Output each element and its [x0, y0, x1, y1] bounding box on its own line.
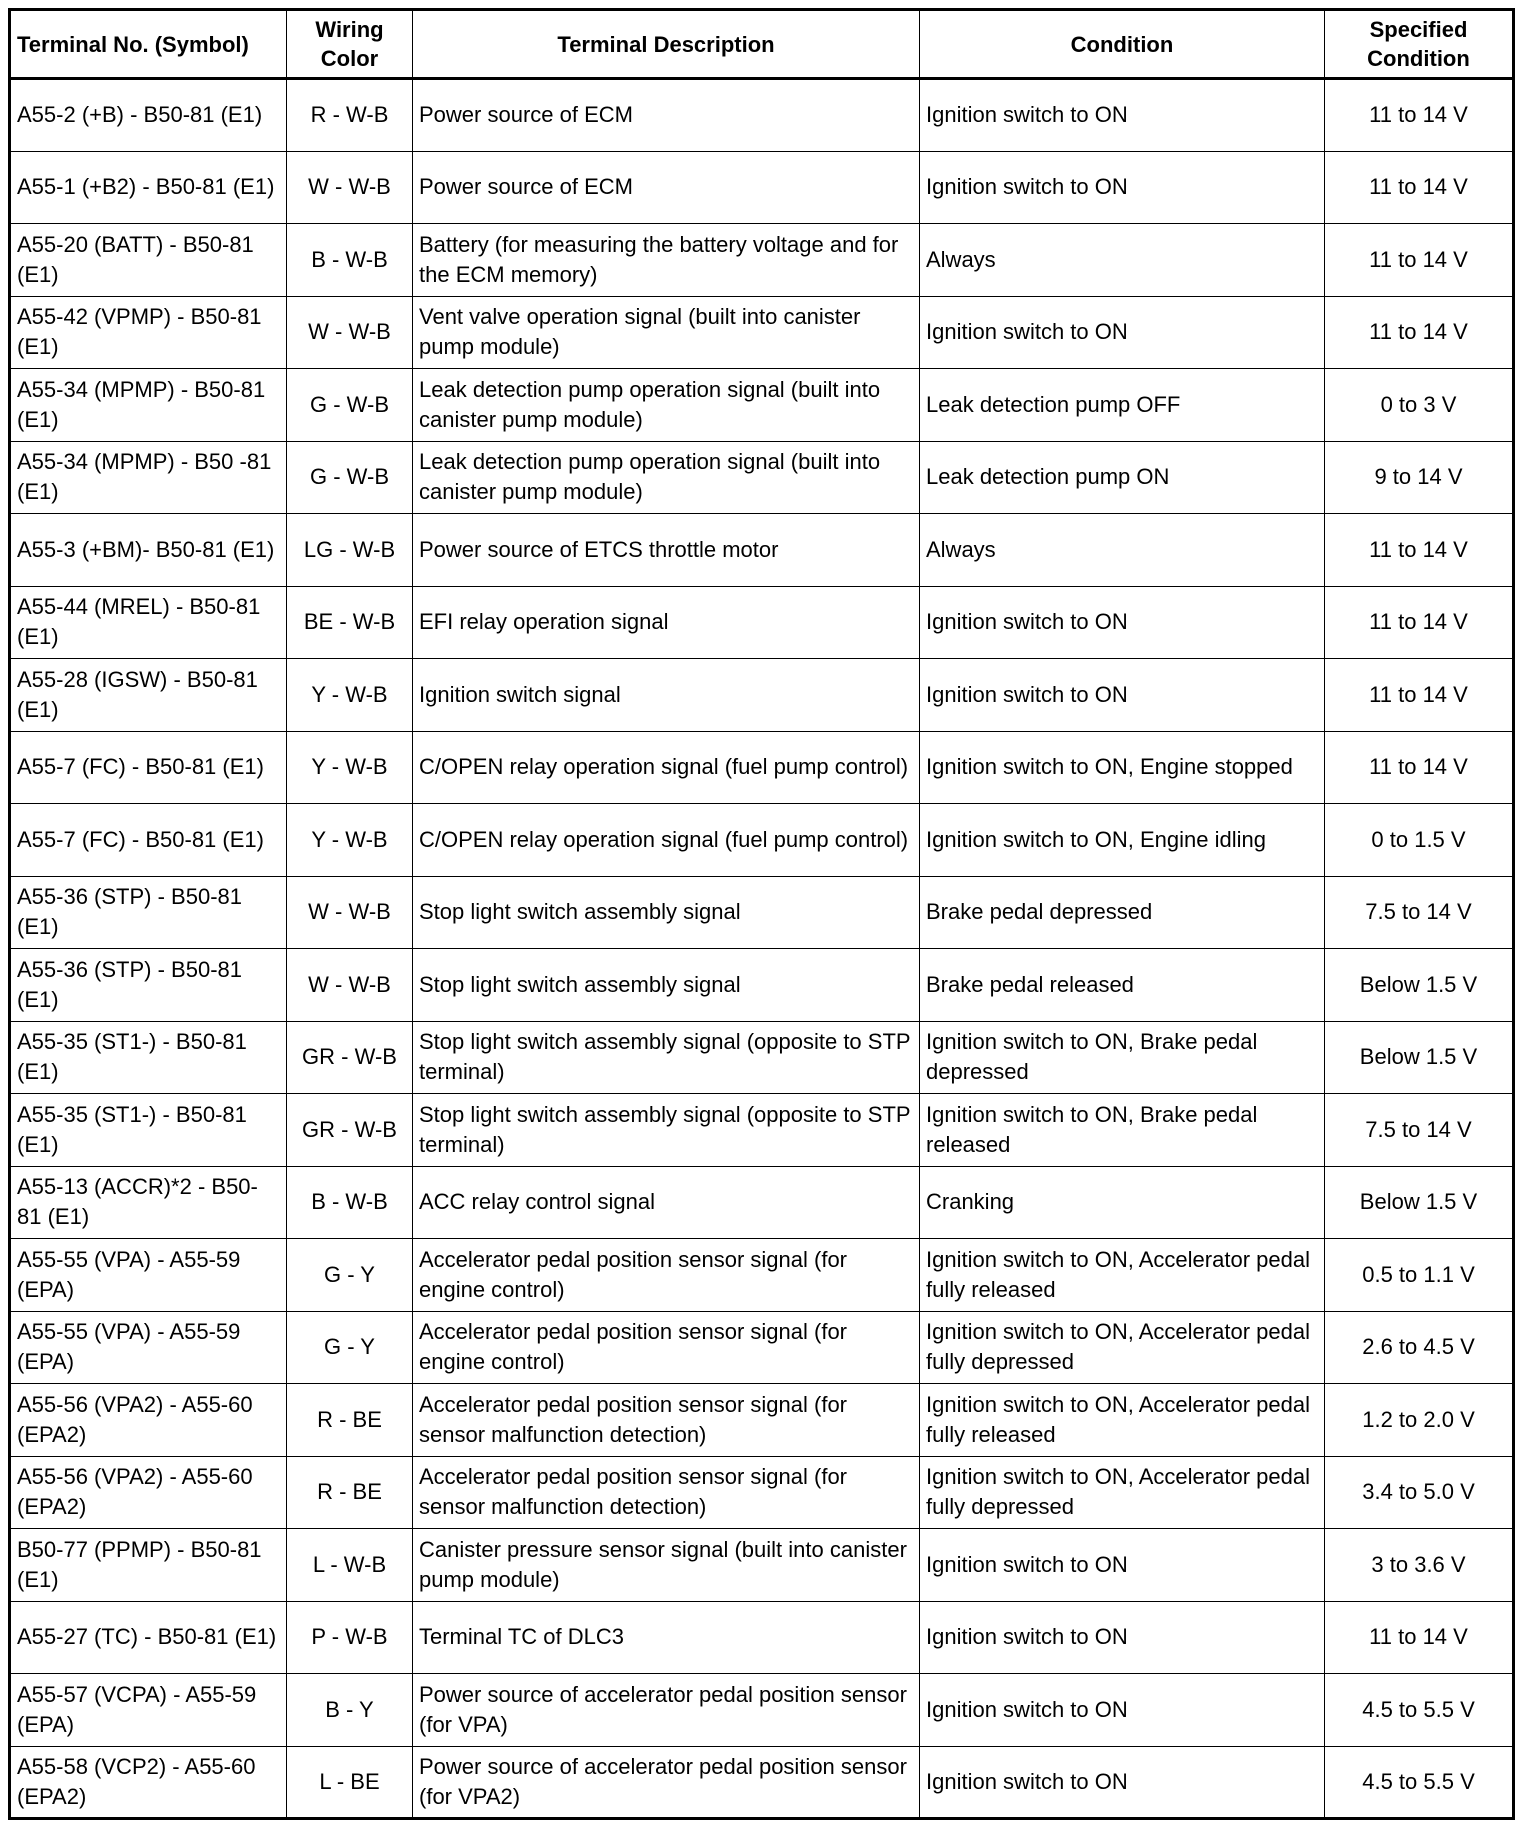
specified-condition-cell: 7.5 to 14 V — [1325, 1094, 1514, 1167]
description-cell: ACC relay control signal — [413, 1166, 920, 1239]
table-row — [10, 151, 1514, 224]
terminal-cell: A55-55 (VPA) - A55-59 (EPA) — [10, 1311, 287, 1384]
terminal-cell: A55-34 (MPMP) - B50 -81 (E1) — [10, 441, 287, 514]
terminal-cell: A55-35 (ST1-) - B50-81 (E1) — [10, 1094, 287, 1167]
table-row — [10, 369, 1514, 442]
condition-cell: Ignition switch to ON — [920, 659, 1325, 732]
table-row — [10, 731, 1514, 804]
specified-condition-cell: 11 to 14 V — [1325, 731, 1514, 804]
table-row — [10, 79, 1514, 152]
terminal-cell: A55-56 (VPA2) - A55-60 (EPA2) — [10, 1456, 287, 1529]
description-cell: Power source of ETCS throttle motor — [413, 514, 920, 587]
table-row — [10, 1021, 1514, 1094]
table-row — [10, 949, 1514, 1022]
specified-condition-cell: 3.4 to 5.0 V — [1325, 1456, 1514, 1529]
terminal-cell: A55-27 (TC) - B50-81 (E1) — [10, 1601, 287, 1674]
condition-cell: Ignition switch to ON — [920, 296, 1325, 369]
wiring-color-cell: L - BE — [287, 1746, 413, 1819]
condition-cell: Ignition switch to ON, Engine idling — [920, 804, 1325, 877]
description-cell: Accelerator pedal position sensor signal (for engine control) — [413, 1239, 920, 1312]
table-body — [10, 79, 1514, 1819]
specified-condition-cell: 0 to 3 V — [1325, 369, 1514, 442]
condition-cell: Ignition switch to ON, Engine stopped — [920, 731, 1325, 804]
wiring-color-cell: Y - W-B — [287, 659, 413, 732]
terminal-cell: A55-1 (+B2) - B50-81 (E1) — [10, 151, 287, 224]
condition-cell: Always — [920, 224, 1325, 297]
description-cell: Power source of accelerator pedal position sensor (for VPA2) — [413, 1746, 920, 1819]
description-cell: Vent valve operation signal (built into canister pump module) — [413, 296, 920, 369]
description-cell: Leak detection pump operation signal (built into canister pump module) — [413, 369, 920, 442]
wiring-color-cell: W - W-B — [287, 949, 413, 1022]
specified-condition-cell: 1.2 to 2.0 V — [1325, 1384, 1514, 1457]
terminal-cell: A55-20 (BATT) - B50-81 (E1) — [10, 224, 287, 297]
table-row — [10, 1094, 1514, 1167]
terminal-cell: A55-2 (+B) - B50-81 (E1) — [10, 79, 287, 152]
condition-cell: Ignition switch to ON, Accelerator pedal fully released — [920, 1239, 1325, 1312]
terminal-cell: B50-77 (PPMP) - B50-81 (E1) — [10, 1529, 287, 1602]
description-cell: Stop light switch assembly signal — [413, 876, 920, 949]
condition-cell: Ignition switch to ON, Accelerator pedal fully released — [920, 1384, 1325, 1457]
table-row — [10, 514, 1514, 587]
specified-condition-cell: Below 1.5 V — [1325, 1166, 1514, 1239]
table-row — [10, 1311, 1514, 1384]
condition-cell: Ignition switch to ON — [920, 1529, 1325, 1602]
description-cell: Power source of ECM — [413, 151, 920, 224]
table-row — [10, 876, 1514, 949]
table-row — [10, 1601, 1514, 1674]
terminal-cell: A55-56 (VPA2) - A55-60 (EPA2) — [10, 1384, 287, 1457]
table-row — [10, 296, 1514, 369]
table-row — [10, 1746, 1514, 1819]
wiring-color-cell: Y - W-B — [287, 804, 413, 877]
specified-condition-cell: 3 to 3.6 V — [1325, 1529, 1514, 1602]
description-cell: Battery (for measuring the battery voltage and for the ECM memory) — [413, 224, 920, 297]
header-wiring-color: Wiring Color — [287, 10, 413, 79]
wiring-color-cell: BE - W-B — [287, 586, 413, 659]
specified-condition-cell: 11 to 14 V — [1325, 659, 1514, 732]
specified-condition-cell: 11 to 14 V — [1325, 151, 1514, 224]
description-cell: Terminal TC of DLC3 — [413, 1601, 920, 1674]
wiring-color-cell: G - W-B — [287, 441, 413, 514]
table-row — [10, 224, 1514, 297]
table-row — [10, 804, 1514, 877]
wiring-color-cell: B - W-B — [287, 1166, 413, 1239]
specified-condition-cell: Below 1.5 V — [1325, 1021, 1514, 1094]
table-row — [10, 1674, 1514, 1747]
wiring-color-cell: W - W-B — [287, 151, 413, 224]
specified-condition-cell: 11 to 14 V — [1325, 586, 1514, 659]
table-row — [10, 1166, 1514, 1239]
condition-cell: Brake pedal released — [920, 949, 1325, 1022]
wiring-color-cell: G - Y — [287, 1239, 413, 1312]
terminal-cell: A55-13 (ACCR)*2 - B50-81 (E1) — [10, 1166, 287, 1239]
description-cell: Canister pressure sensor signal (built into canister pump module) — [413, 1529, 920, 1602]
wiring-color-cell: W - W-B — [287, 876, 413, 949]
specified-condition-cell: 11 to 14 V — [1325, 224, 1514, 297]
condition-cell: Ignition switch to ON, Accelerator pedal fully depressed — [920, 1311, 1325, 1384]
condition-cell: Ignition switch to ON, Brake pedal released — [920, 1094, 1325, 1167]
terminal-cell: A55-35 (ST1-) - B50-81 (E1) — [10, 1021, 287, 1094]
wiring-color-cell: B - Y — [287, 1674, 413, 1747]
condition-cell: Ignition switch to ON — [920, 1674, 1325, 1747]
specified-condition-cell: 7.5 to 14 V — [1325, 876, 1514, 949]
terminal-cell: A55-44 (MREL) - B50-81 (E1) — [10, 586, 287, 659]
terminal-cell: A55-28 (IGSW) - B50-81 (E1) — [10, 659, 287, 732]
specified-condition-cell: 0 to 1.5 V — [1325, 804, 1514, 877]
wiring-color-cell: R - W-B — [287, 79, 413, 152]
wiring-color-cell: GR - W-B — [287, 1021, 413, 1094]
terminal-cell: A55-58 (VCP2) - A55-60 (EPA2) — [10, 1746, 287, 1819]
table-row — [10, 441, 1514, 514]
table-row — [10, 1384, 1514, 1457]
terminal-cell: A55-55 (VPA) - A55-59 (EPA) — [10, 1239, 287, 1312]
wiring-color-cell: G - W-B — [287, 369, 413, 442]
header-specified-condition: Specified Condition — [1325, 10, 1514, 79]
condition-cell: Ignition switch to ON — [920, 1746, 1325, 1819]
description-cell: EFI relay operation signal — [413, 586, 920, 659]
table-row — [10, 1529, 1514, 1602]
wiring-color-cell: Y - W-B — [287, 731, 413, 804]
specified-condition-cell: 4.5 to 5.5 V — [1325, 1746, 1514, 1819]
header-terminal-description: Terminal Description — [413, 10, 920, 79]
wiring-color-cell: P - W-B — [287, 1601, 413, 1674]
condition-cell: Ignition switch to ON, Accelerator pedal fully depressed — [920, 1456, 1325, 1529]
description-cell: Stop light switch assembly signal (opposite to STP terminal) — [413, 1094, 920, 1167]
specified-condition-cell: 11 to 14 V — [1325, 514, 1514, 587]
condition-cell: Ignition switch to ON — [920, 1601, 1325, 1674]
wiring-color-cell: GR - W-B — [287, 1094, 413, 1167]
condition-cell: Always — [920, 514, 1325, 587]
wiring-color-cell: W - W-B — [287, 296, 413, 369]
condition-cell: Ignition switch to ON, Brake pedal depressed — [920, 1021, 1325, 1094]
specified-condition-cell: 9 to 14 V — [1325, 441, 1514, 514]
description-cell: Ignition switch signal — [413, 659, 920, 732]
description-cell: Accelerator pedal position sensor signal (for engine control) — [413, 1311, 920, 1384]
condition-cell: Cranking — [920, 1166, 1325, 1239]
condition-cell: Leak detection pump OFF — [920, 369, 1325, 442]
condition-cell: Ignition switch to ON — [920, 79, 1325, 152]
table-row — [10, 659, 1514, 732]
terminal-cell: A55-7 (FC) - B50-81 (E1) — [10, 804, 287, 877]
specified-condition-cell: 4.5 to 5.5 V — [1325, 1674, 1514, 1747]
terminal-cell: A55-36 (STP) - B50-81 (E1) — [10, 949, 287, 1022]
description-cell: Stop light switch assembly signal (opposite to STP terminal) — [413, 1021, 920, 1094]
description-cell: C/OPEN relay operation signal (fuel pump control) — [413, 731, 920, 804]
description-cell: Power source of ECM — [413, 79, 920, 152]
terminal-cell: A55-3 (+BM)- B50-81 (E1) — [10, 514, 287, 587]
wiring-color-cell: L - W-B — [287, 1529, 413, 1602]
condition-cell: Brake pedal depressed — [920, 876, 1325, 949]
table-row — [10, 1239, 1514, 1312]
header-condition: Condition — [920, 10, 1325, 79]
condition-cell: Ignition switch to ON — [920, 151, 1325, 224]
specified-condition-cell: 11 to 14 V — [1325, 296, 1514, 369]
description-cell: Accelerator pedal position sensor signal (for sensor malfunction detection) — [413, 1456, 920, 1529]
condition-cell: Ignition switch to ON — [920, 586, 1325, 659]
specified-condition-cell: 0.5 to 1.1 V — [1325, 1239, 1514, 1312]
terminal-spec-sheet — [8, 8, 1515, 1820]
wiring-color-cell: R - BE — [287, 1456, 413, 1529]
terminal-cell: A55-36 (STP) - B50-81 (E1) — [10, 876, 287, 949]
description-cell: Stop light switch assembly signal — [413, 949, 920, 1022]
table-row — [10, 1456, 1514, 1529]
condition-cell: Leak detection pump ON — [920, 441, 1325, 514]
table-row — [10, 586, 1514, 659]
specified-condition-cell: Below 1.5 V — [1325, 949, 1514, 1022]
description-cell: Power source of accelerator pedal position sensor (for VPA) — [413, 1674, 920, 1747]
terminal-cell: A55-34 (MPMP) - B50-81 (E1) — [10, 369, 287, 442]
header-row — [10, 10, 1514, 79]
description-cell: C/OPEN relay operation signal (fuel pump control) — [413, 804, 920, 877]
description-cell: Accelerator pedal position sensor signal (for sensor malfunction detection) — [413, 1384, 920, 1457]
terminal-cell: A55-57 (VCPA) - A55-59 (EPA) — [10, 1674, 287, 1747]
terminal-cell: A55-42 (VPMP) - B50-81 (E1) — [10, 296, 287, 369]
header-terminal: Terminal No. (Symbol) — [10, 10, 287, 79]
specified-condition-cell: 11 to 14 V — [1325, 1601, 1514, 1674]
wiring-color-cell: B - W-B — [287, 224, 413, 297]
specified-condition-cell: 11 to 14 V — [1325, 79, 1514, 152]
wiring-color-cell: LG - W-B — [287, 514, 413, 587]
terminal-spec-table — [8, 8, 1515, 1820]
table-header — [10, 10, 1514, 79]
description-cell: Leak detection pump operation signal (built into canister pump module) — [413, 441, 920, 514]
terminal-cell: A55-7 (FC) - B50-81 (E1) — [10, 731, 287, 804]
wiring-color-cell: G - Y — [287, 1311, 413, 1384]
wiring-color-cell: R - BE — [287, 1384, 413, 1457]
specified-condition-cell: 2.6 to 4.5 V — [1325, 1311, 1514, 1384]
